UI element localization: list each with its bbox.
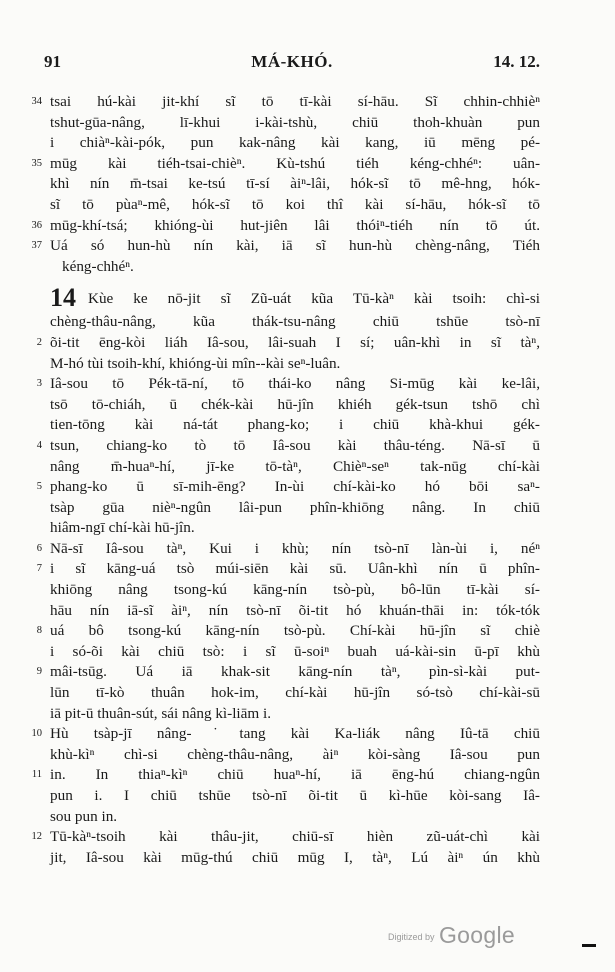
text-line — [18, 415, 550, 436]
line-text: tsun, chiang-ko tò tō Iâ-sou kài thâu-téng. Nā-sī ū — [50, 436, 540, 454]
scripture-text — [18, 92, 550, 868]
verse-number: 5 — [36, 481, 42, 493]
line-text: i sĩ kāng-uá tsò múi-siēn kài sū. Uân-khì nín ū phîn- — [50, 560, 540, 578]
verse-number: 6 — [36, 542, 42, 554]
line-text: chèng-thâu-nâng, kũa thák-tsu-nâng chiū tshūe tsò-nī — [50, 313, 540, 331]
line-text: mâi-tsūg. Uá iā khak-sit kāng-nín tàⁿ, pìn-sì-kài put- — [50, 663, 540, 681]
text-line — [18, 498, 550, 519]
verse-number: 4 — [36, 439, 42, 451]
line-text: i só-õi kài chiū tsò: i sĩ ū-soiⁿ buah uá-kài-sin ū-pī khù — [50, 642, 540, 660]
line-text: Nā-sī Iâ-sou tàⁿ, Kui i khù; nín tsò-nī làn-ùi i, néⁿ — [50, 539, 540, 557]
line-text: hiâm-ngī chí-kài hū-jîn. — [50, 519, 195, 537]
line-text: uá bô tsong-kú kāng-nín tsò-pù. Chí-kài hū-jîn sĩ chiè — [50, 622, 540, 640]
line-text: khiōng nâng tsong-kú kāng-nín tsò-pù, bô-lūn tī-kài sí- — [50, 581, 540, 599]
text-line — [18, 92, 550, 113]
line-text: tsō tō-chiáh, ū chék-kài hū-jîn khiéh gék-tsun tshō chì — [50, 395, 540, 413]
text-line — [18, 724, 550, 745]
text-line — [18, 704, 550, 725]
text-line — [18, 848, 550, 869]
text-line — [18, 807, 550, 828]
line-text: khù-kìⁿ chì-si chèng-thâu-nâng, àiⁿ kòi-sàng Iâ-sou pun — [50, 745, 540, 763]
line-text: mūg-khí-tsá; khióng-ùi hut-jiên lâi thóiⁿ-tiéh nín tō út. — [50, 216, 540, 234]
text-line — [18, 154, 550, 175]
watermark-prefix: Digitized by — [388, 932, 435, 942]
text-line — [18, 174, 550, 195]
text-line — [18, 580, 550, 601]
text-line — [18, 827, 550, 848]
text-line — [18, 133, 550, 154]
line-text: hāu nín iā-sĩ àiⁿ, nín tsò-nī õi-tit hó khuán-thāi in: tók-tók — [50, 601, 540, 619]
text-line — [18, 236, 550, 257]
text-line — [18, 436, 550, 457]
verse-number: 37 — [31, 240, 42, 252]
line-text: lūn tī-kò thuân hok-im, chí-kài hū-jîn só-tsò chí-kài-sū — [50, 684, 540, 702]
text-line — [18, 395, 550, 416]
line-text: mūg kài tiéh-tsai-chièⁿ. Kù-tshú tiéh kéng-chhéⁿ: uân- — [50, 154, 540, 172]
watermark-brand: Google — [438, 922, 515, 948]
verse-number: 10 — [31, 728, 42, 740]
line-text: kéng-chhéⁿ. — [62, 257, 134, 275]
running-title: MÁ-KHÓ. — [251, 52, 333, 71]
line-text: Hù tsàp-jī nâng-˙tang kài Ka-liák nâng Iû-tā chiū — [50, 725, 540, 743]
verse-number: 12 — [31, 831, 42, 843]
text-line — [18, 518, 550, 539]
page-number: 91 — [44, 52, 61, 71]
line-text: sou pun in. — [50, 807, 118, 825]
text-line — [18, 113, 550, 134]
line-text: jit, Iâ-sou kài mūg-thú chiū mūg I, tàⁿ, Lú àiⁿ ún khù — [50, 848, 540, 866]
verse-number: 36 — [31, 219, 42, 231]
text-line — [18, 216, 550, 237]
verse-number: 2 — [36, 336, 42, 348]
text-line — [18, 333, 550, 354]
text-line — [18, 477, 550, 498]
text-line — [18, 642, 550, 663]
verse-number: 8 — [36, 625, 42, 637]
line-text: phang-ko ū sī-mih-ēng? In-ùi chí-kài-ko hó bōi saⁿ- — [50, 478, 540, 496]
line-text: Tū-kàⁿ-tsoih kài thâu-jit, chiū-sī hièn zũ-uát-chì kài — [50, 828, 540, 846]
text-line — [18, 374, 550, 395]
line-text: pun i. I chiū tshūe tsò-nī õi-tit ū kì-hūe kòi-sang Iâ- — [50, 787, 540, 804]
line-text: Uá só hun-hù nín kài, iā sĩ hun-hù chèng-nâng, Tiéh — [50, 237, 540, 255]
scan-edge-mark — [582, 944, 596, 947]
text-line — [18, 745, 550, 766]
line-text: iā pit-ū thuân-sút, sái nâng kì-liām i. — [50, 704, 272, 722]
verse-number: 35 — [31, 157, 42, 169]
text-line — [18, 354, 550, 375]
line-text: in. In thiaⁿ-kìⁿ chiū huaⁿ-hí, iā ēng-hú chiang-ngûn — [50, 766, 540, 784]
text-line — [18, 662, 550, 683]
line-text: tsàp gūa nièⁿ-ngûn lâi-pun phîn-khiōng nâng. In chiū — [50, 498, 540, 516]
text-line — [18, 786, 550, 807]
text-line — [18, 765, 550, 786]
line-text: tsai hú-kài jit-khí sĩ tō tī-kài sí-hāu. Sĩ chhin-chhièⁿ — [50, 93, 540, 110]
verse-number: 11 — [31, 769, 42, 781]
line-text: õi-tit ēng-kòi liáh Iâ-sou, lâi-suah I sí; uân-khì in sĩ tàⁿ, — [50, 333, 540, 351]
line-text: Iâ-sou tō Pék-tā-ní, tō thái-ko nâng Si-mūg kài ke-lâi, — [50, 375, 540, 393]
chapter-number: 14 — [50, 283, 76, 313]
text-line — [18, 559, 550, 580]
line-text: nâng m̄-huaⁿ-hí, jī-ke tō-tàⁿ, Chièⁿ-seⁿ tak-nūg chí-kài — [50, 457, 540, 475]
verse-number: 34 — [31, 96, 42, 107]
text-line — [18, 257, 550, 278]
verse-number: 7 — [36, 563, 42, 575]
text-line — [18, 601, 550, 622]
line-text: M-hó tùi tsoih-khí, khióng-ùi mîn--kài seⁿ-luân. — [50, 354, 341, 372]
digitized-watermark — [388, 922, 515, 950]
text-line — [18, 312, 550, 333]
line-text: i chiàⁿ-kài-pók, pun kak-nâng kài kang, iū mēng pé- — [50, 134, 540, 152]
line-text: tshut-gūa-nâng, lī-khui i-kài-tshù, chiū thoh-khuàn pun — [50, 113, 540, 131]
verse-number: 3 — [36, 378, 42, 390]
verse-number: 9 — [36, 666, 42, 678]
text-line — [18, 621, 550, 642]
line-text: sĩ tō pùaⁿ-mê, hók-sĩ tō koi thî kài sí-hāu, hók-sĩ tō — [50, 195, 540, 213]
line-text: tien-tōng kài ná-tát phang-ko; i chiū khà-khui gék- — [50, 416, 540, 434]
page-header — [44, 52, 540, 74]
chapter-verse-reference: 14. 12. — [493, 52, 540, 71]
text-line — [18, 539, 550, 560]
line-text: Kùe ke nō-jit sĩ Zũ-uát kũa Tū-kàⁿ kài tsoih: chì-si — [88, 290, 540, 308]
text-line — [18, 683, 550, 704]
text-line — [18, 195, 550, 216]
chapter-first-line — [18, 285, 550, 312]
text-line — [18, 457, 550, 478]
line-text: khì nín m̄-tsai ke-tsú tī-sí àiⁿ-lâi, hók-sĩ tō mê-hng, hók- — [50, 175, 540, 193]
